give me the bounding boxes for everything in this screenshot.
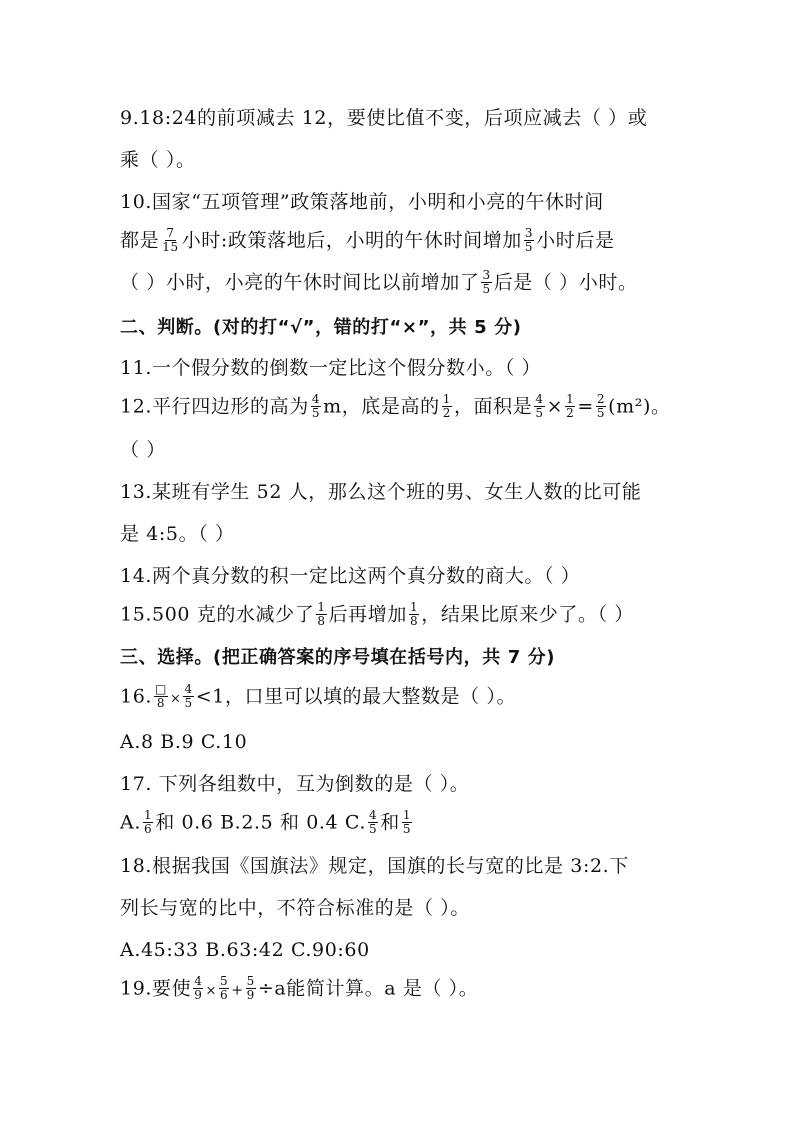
- numerator: 4: [535, 392, 544, 406]
- denominator: 5: [482, 282, 491, 296]
- section-heading-judgement: 二、判断。(对的打“√”，错的打“×”，共 5 分): [120, 317, 522, 338]
- numerator: 3: [524, 226, 534, 240]
- q16-text-a: 16.: [120, 685, 153, 708]
- fraction: [596, 393, 606, 420]
- times-sign: ×: [169, 691, 182, 707]
- q10-text-d: （ ）小时，小亮的午休时间比以前增加了: [120, 271, 480, 294]
- q19-text-a: 19.要使: [120, 977, 192, 1000]
- fraction: [143, 809, 153, 836]
- times-sign: ×: [546, 395, 564, 418]
- q12-line2: （ ）: [120, 439, 166, 461]
- q15-line: [120, 602, 634, 629]
- q16-line: [120, 684, 516, 712]
- numerator: 1: [566, 392, 575, 406]
- q12-text-d: (m²)。: [608, 395, 671, 418]
- q10-text-c: 小时后是: [536, 229, 615, 252]
- times-sign: ×: [205, 983, 217, 999]
- denominator: 6: [219, 988, 229, 1002]
- q16-text-b: <1，口里可以填的最大整数是（ ）。: [195, 685, 517, 708]
- denominator: 15: [162, 240, 179, 254]
- q10-text-a: 都是: [120, 229, 160, 252]
- equals-sign: =: [577, 395, 594, 418]
- fraction: [161, 227, 179, 254]
- numerator: 1: [442, 392, 451, 406]
- fraction: [534, 393, 544, 420]
- q19-line: [120, 976, 478, 1004]
- q13-line1: 13.某班有学生 52 人，那么这个班的男、女生人数的比可能: [120, 481, 642, 503]
- denominator: 9: [194, 988, 203, 1002]
- denominator: 5: [184, 696, 193, 710]
- numerator: 4: [184, 682, 193, 696]
- fraction: [368, 809, 378, 836]
- q18-line1: 18.根据我国《国旗法》规定，国旗的长与宽的比是 3:2.下: [120, 855, 629, 877]
- numerator: 3: [482, 268, 491, 282]
- q19-text-b: ÷a能简计算。a 是（ ）。: [257, 977, 479, 1000]
- fraction: [409, 601, 419, 628]
- numerator: 4: [311, 392, 321, 406]
- denominator: 2: [566, 406, 575, 420]
- fraction: [246, 975, 256, 1002]
- fraction: [193, 975, 203, 1002]
- q12-text-c: ，面积是: [453, 395, 533, 418]
- q12-line1: [120, 394, 671, 421]
- fraction: [183, 683, 193, 710]
- fraction: [154, 683, 168, 710]
- q17-text: 17. 下列各组数中，互为倒数的是（ ）。: [120, 773, 470, 795]
- q17-and: 和: [380, 811, 400, 834]
- denominator: 8: [317, 614, 326, 628]
- fraction: [219, 975, 229, 1002]
- q12-text-b: m，底是高的: [323, 395, 440, 418]
- q17-option-a-label: A.: [120, 811, 141, 834]
- q13-line2: 是 4:5。（ ）: [120, 523, 235, 545]
- q10-line1: 10.国家“五项管理”政策落地前，小明和小亮的午休时间: [120, 191, 604, 213]
- q18-options: A.45:33 B.63:42 C.90:60: [120, 939, 370, 961]
- numerator: 1: [409, 600, 419, 614]
- q9-line1: 9.18:24的前项减去 12，要使比值不变，后项应减去（ ）或: [120, 107, 648, 129]
- q18-line2: 列长与宽的比中，不符合标准的是（ ）。: [120, 897, 470, 919]
- q14-text: 14.两个真分数的积一定比这两个真分数的商大。（ ）: [120, 565, 581, 587]
- numerator: 4: [194, 974, 203, 988]
- q10-line3: [120, 270, 638, 297]
- q15-text-c: ，结果比原来少了。（ ）: [421, 603, 634, 626]
- numerator: 5: [246, 974, 255, 988]
- q15-text-a: 15.500 克的水减少了: [120, 603, 315, 626]
- denominator: 5: [596, 406, 606, 420]
- fraction: [311, 393, 321, 420]
- q10-line2: [120, 228, 615, 255]
- q16-options: A.8 B.9 C.10: [120, 731, 248, 753]
- q10-text-b: 小时:政策落地后，小明的午休时间增加: [181, 229, 522, 252]
- numerator: 1: [143, 808, 153, 822]
- fraction: [481, 269, 491, 296]
- denominator: 2: [442, 406, 451, 420]
- q15-text-b: 后再增加: [328, 603, 407, 626]
- denominator: 5: [402, 822, 412, 836]
- fraction: [442, 393, 452, 420]
- denominator: 5: [535, 406, 544, 420]
- q17-options-middle: 和 0.6 B.2.5 和 0.4 C.: [155, 811, 366, 834]
- numerator: 1: [317, 600, 326, 614]
- q17-options: [120, 810, 414, 837]
- q9-line2: 乘（ ）。: [120, 149, 196, 171]
- numerator-box: □: [155, 682, 167, 696]
- plus-sign: +: [231, 982, 244, 999]
- denominator: 9: [246, 988, 255, 1002]
- numerator: 5: [219, 974, 229, 988]
- q10-text-e: 后是（ ）小时。: [493, 271, 638, 294]
- q11-text: 11.一个假分数的倒数一定比这个假分数小。（ ）: [120, 357, 542, 379]
- q12-text-a: 12.平行四边形的高为: [120, 395, 309, 418]
- denominator: 8: [409, 614, 419, 628]
- denominator: 5: [524, 240, 534, 254]
- denominator: 5: [368, 822, 378, 836]
- fraction: [565, 393, 575, 420]
- fraction: [524, 227, 534, 254]
- denominator: 8: [156, 696, 166, 710]
- numerator: 1: [402, 808, 412, 822]
- numerator: 2: [596, 392, 606, 406]
- numerator: 4: [368, 808, 378, 822]
- numerator: 7: [166, 226, 175, 240]
- fraction: [402, 809, 412, 836]
- denominator: 5: [311, 406, 321, 420]
- fraction: [316, 601, 326, 628]
- section-heading-choice: 三、选择。(把正确答案的序号填在括号内，共 7 分): [120, 647, 556, 668]
- denominator: 6: [143, 822, 153, 836]
